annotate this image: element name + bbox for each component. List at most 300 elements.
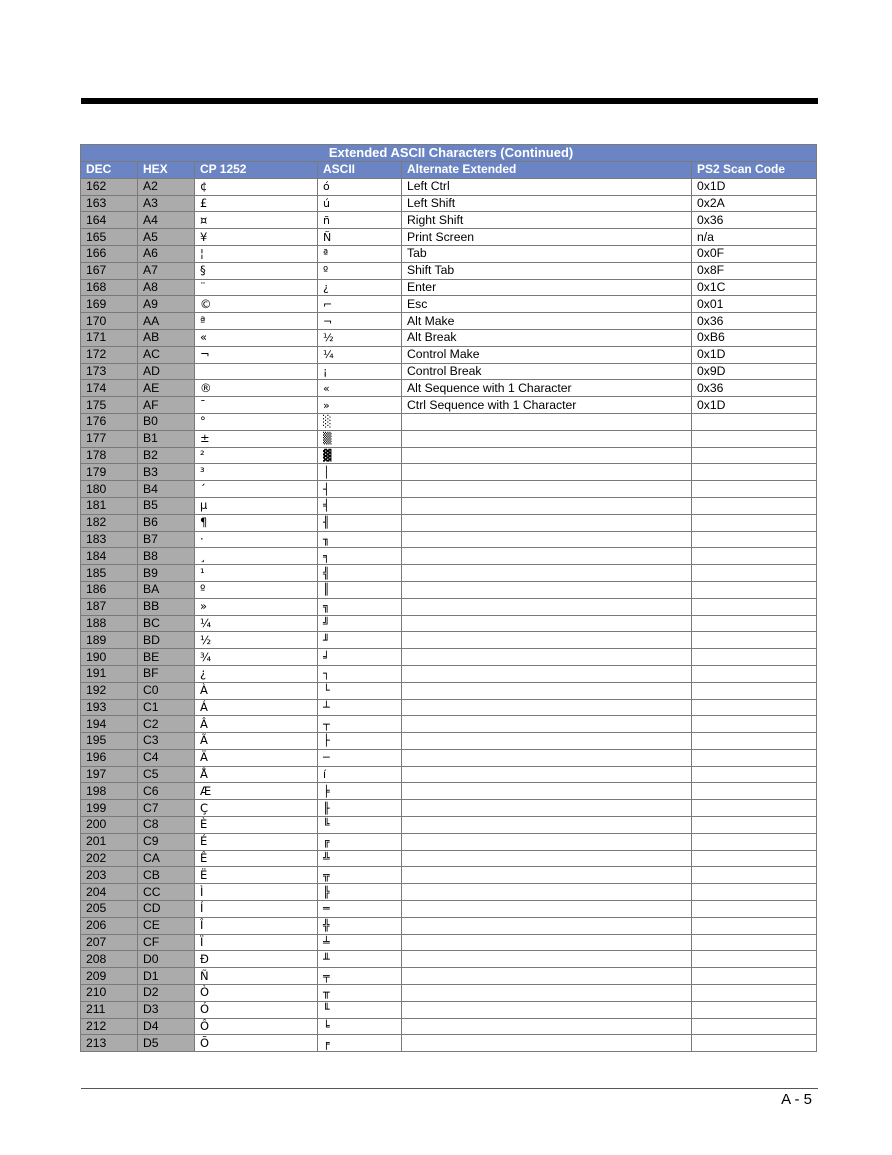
table-row <box>81 565 817 582</box>
dec-cell: 204 <box>81 884 138 901</box>
dec-cell: 175 <box>81 397 138 414</box>
ps2-scan-code-cell <box>692 985 817 1002</box>
table-row <box>81 363 817 380</box>
alternate-extended-cell <box>402 615 692 632</box>
table-row <box>81 346 817 363</box>
dec-cell: 201 <box>81 833 138 850</box>
hex-cell: A5 <box>138 229 195 246</box>
ascii-cell: ó <box>318 178 402 195</box>
ascii-cell: ┤ <box>318 481 402 498</box>
alternate-extended-cell: Ctrl Sequence with 1 Character <box>402 397 692 414</box>
hex-cell: AE <box>138 380 195 397</box>
cp1252-cell: ® <box>195 380 318 397</box>
table-row <box>81 296 817 313</box>
dec-cell: 163 <box>81 195 138 212</box>
ascii-cell: ╟ <box>318 800 402 817</box>
alternate-extended-cell <box>402 531 692 548</box>
dec-cell: 177 <box>81 430 138 447</box>
hex-cell: C7 <box>138 800 195 817</box>
cp1252-cell: Ä <box>195 749 318 766</box>
ascii-cell: ╖ <box>318 531 402 548</box>
hex-cell: D0 <box>138 951 195 968</box>
hex-cell: BF <box>138 665 195 682</box>
ascii-cell: ¿ <box>318 279 402 296</box>
cp1252-cell: Ð <box>195 951 318 968</box>
table-row <box>81 548 817 565</box>
ps2-scan-code-cell <box>692 1001 817 1018</box>
cp1252-cell: £ <box>195 195 318 212</box>
hex-cell: AF <box>138 397 195 414</box>
hex-cell: CF <box>138 934 195 951</box>
cp1252-cell: Õ <box>195 1035 318 1052</box>
hex-cell: CA <box>138 850 195 867</box>
cp1252-cell: Ã <box>195 733 318 750</box>
hex-cell: A2 <box>138 178 195 195</box>
dec-cell: 198 <box>81 783 138 800</box>
cp1252-cell: È <box>195 817 318 834</box>
ps2-scan-code-cell <box>692 649 817 666</box>
ascii-cell: ╧ <box>318 934 402 951</box>
ascii-cell: » <box>318 397 402 414</box>
cp1252-cell: ¶ <box>195 514 318 531</box>
alternate-extended-cell: Esc <box>402 296 692 313</box>
dec-cell: 189 <box>81 632 138 649</box>
alternate-extended-cell <box>402 783 692 800</box>
dec-cell: 187 <box>81 598 138 615</box>
extended-ascii-table <box>80 144 817 1052</box>
alternate-extended-cell: Right Shift <box>402 212 692 229</box>
ps2-scan-code-cell: 0x1D <box>692 178 817 195</box>
ascii-cell: ╩ <box>318 850 402 867</box>
ps2-scan-code-cell: 0x36 <box>692 212 817 229</box>
hex-cell: A6 <box>138 245 195 262</box>
table-row <box>81 430 817 447</box>
ps2-scan-code-cell <box>692 581 817 598</box>
alternate-extended-cell <box>402 632 692 649</box>
hex-cell: D4 <box>138 1018 195 1035</box>
alternate-extended-cell <box>402 1001 692 1018</box>
table-row <box>81 581 817 598</box>
cp1252-cell: ¸ <box>195 548 318 565</box>
ascii-cell: ╒ <box>318 1035 402 1052</box>
cp1252-cell: Ñ <box>195 968 318 985</box>
table-row <box>81 229 817 246</box>
hex-cell: C1 <box>138 699 195 716</box>
cp1252-cell: Î <box>195 917 318 934</box>
table-row <box>81 884 817 901</box>
hex-cell: B5 <box>138 497 195 514</box>
cp1252-cell: Á <box>195 699 318 716</box>
ps2-scan-code-cell <box>692 833 817 850</box>
table-row <box>81 649 817 666</box>
alternate-extended-cell: Left Ctrl <box>402 178 692 195</box>
cp1252-cell: « <box>195 329 318 346</box>
hex-cell: A8 <box>138 279 195 296</box>
dec-cell: 194 <box>81 716 138 733</box>
ps2-scan-code-cell <box>692 951 817 968</box>
dec-cell: 195 <box>81 733 138 750</box>
dec-cell: 191 <box>81 665 138 682</box>
table-row <box>81 665 817 682</box>
table-row <box>81 817 817 834</box>
table-row <box>81 413 817 430</box>
alternate-extended-cell <box>402 951 692 968</box>
dec-cell: 212 <box>81 1018 138 1035</box>
dec-cell: 173 <box>81 363 138 380</box>
ps2-scan-code-cell <box>692 464 817 481</box>
alternate-extended-cell: Enter <box>402 279 692 296</box>
ascii-cell: ╞ <box>318 783 402 800</box>
ascii-cell: ╔ <box>318 833 402 850</box>
hex-cell: CB <box>138 867 195 884</box>
ps2-scan-code-cell <box>692 749 817 766</box>
dec-cell: 208 <box>81 951 138 968</box>
table-row <box>81 951 817 968</box>
dec-cell: 178 <box>81 447 138 464</box>
cp1252-cell: ¿ <box>195 665 318 682</box>
ps2-scan-code-cell <box>692 1035 817 1052</box>
table-row <box>81 279 817 296</box>
ps2-scan-code-cell: 0x1D <box>692 397 817 414</box>
hex-cell: D3 <box>138 1001 195 1018</box>
ascii-cell: ░ <box>318 413 402 430</box>
ps2-scan-code-cell <box>692 1018 817 1035</box>
ps2-scan-code-cell: n/a <box>692 229 817 246</box>
ps2-scan-code-cell <box>692 817 817 834</box>
hex-cell: B8 <box>138 548 195 565</box>
dec-cell: 205 <box>81 901 138 918</box>
hex-cell: BB <box>138 598 195 615</box>
alternate-extended-cell <box>402 481 692 498</box>
alternate-extended-cell: Left Shift <box>402 195 692 212</box>
hex-cell: B0 <box>138 413 195 430</box>
ps2-scan-code-cell: 0x36 <box>692 313 817 330</box>
dec-cell: 192 <box>81 682 138 699</box>
ps2-scan-code-cell: 0x0F <box>692 245 817 262</box>
table-row <box>81 901 817 918</box>
table-row <box>81 985 817 1002</box>
alternate-extended-cell <box>402 464 692 481</box>
alternate-extended-cell <box>402 934 692 951</box>
cp1252-cell: © <box>195 296 318 313</box>
hex-cell: C0 <box>138 682 195 699</box>
cp1252-cell: Ê <box>195 850 318 867</box>
cp1252-cell: ¬ <box>195 346 318 363</box>
hex-cell: C8 <box>138 817 195 834</box>
table-row <box>81 531 817 548</box>
alternate-extended-cell <box>402 985 692 1002</box>
alternate-extended-cell <box>402 430 692 447</box>
table-row <box>81 514 817 531</box>
ps2-scan-code-cell <box>692 867 817 884</box>
alternate-extended-cell <box>402 850 692 867</box>
dec-cell: 176 <box>81 413 138 430</box>
hex-cell: A7 <box>138 262 195 279</box>
ps2-scan-code-cell <box>692 514 817 531</box>
alternate-extended-cell <box>402 833 692 850</box>
alternate-extended-cell <box>402 699 692 716</box>
dec-cell: 206 <box>81 917 138 934</box>
alternate-extended-cell <box>402 565 692 582</box>
alternate-extended-cell: Print Screen <box>402 229 692 246</box>
alternate-extended-cell <box>402 447 692 464</box>
alternate-extended-cell <box>402 1018 692 1035</box>
alternate-extended-cell <box>402 749 692 766</box>
ascii-cell: ╠ <box>318 884 402 901</box>
cp1252-cell: ¥ <box>195 229 318 246</box>
dec-cell: 199 <box>81 800 138 817</box>
ps2-scan-code-cell: 0x36 <box>692 380 817 397</box>
hex-cell: B3 <box>138 464 195 481</box>
hex-cell: C3 <box>138 733 195 750</box>
table-row <box>81 481 817 498</box>
dec-cell: 200 <box>81 817 138 834</box>
ascii-cell: ─ <box>318 749 402 766</box>
hex-cell: BE <box>138 649 195 666</box>
hex-cell: D2 <box>138 985 195 1002</box>
table-row <box>81 1001 817 1018</box>
ascii-cell: ⌐ <box>318 296 402 313</box>
hex-cell: D5 <box>138 1035 195 1052</box>
ascii-cell: ╢ <box>318 514 402 531</box>
header-rule <box>81 98 818 104</box>
table-row <box>81 850 817 867</box>
ps2-scan-code-cell <box>692 565 817 582</box>
ps2-scan-code-cell <box>692 481 817 498</box>
dec-cell: 174 <box>81 380 138 397</box>
ps2-scan-code-cell <box>692 632 817 649</box>
cp1252-cell: Å <box>195 766 318 783</box>
hex-cell: BA <box>138 581 195 598</box>
ps2-scan-code-cell <box>692 800 817 817</box>
dec-cell: 164 <box>81 212 138 229</box>
ascii-cell: ╣ <box>318 565 402 582</box>
table-row <box>81 833 817 850</box>
alternate-extended-cell <box>402 867 692 884</box>
ascii-cell: º <box>318 262 402 279</box>
table-row <box>81 195 817 212</box>
column-header-cp1252: CP 1252 <box>195 161 318 178</box>
cp1252-cell: Ò <box>195 985 318 1002</box>
dec-cell: 182 <box>81 514 138 531</box>
dec-cell: 196 <box>81 749 138 766</box>
table-row <box>81 800 817 817</box>
cp1252-cell: ² <box>195 447 318 464</box>
ascii-cell: ╡ <box>318 497 402 514</box>
table-row <box>81 380 817 397</box>
cp1252-cell: ´ <box>195 481 318 498</box>
ascii-cell: ╗ <box>318 598 402 615</box>
table-row <box>81 716 817 733</box>
column-header-row <box>81 161 817 178</box>
hex-cell: B4 <box>138 481 195 498</box>
cp1252-cell: ¯ <box>195 397 318 414</box>
ascii-cell: Ñ <box>318 229 402 246</box>
dec-cell: 203 <box>81 867 138 884</box>
alternate-extended-cell <box>402 497 692 514</box>
ascii-cell: ª <box>318 245 402 262</box>
ps2-scan-code-cell: 0x01 <box>692 296 817 313</box>
ascii-cell: ╕ <box>318 548 402 565</box>
alternate-extended-cell: Tab <box>402 245 692 262</box>
hex-cell: CD <box>138 901 195 918</box>
cp1252-cell <box>195 363 318 380</box>
ascii-cell: ╝ <box>318 615 402 632</box>
dec-cell: 202 <box>81 850 138 867</box>
ascii-cell: ├ <box>318 733 402 750</box>
alternate-extended-cell <box>402 682 692 699</box>
dec-cell: 172 <box>81 346 138 363</box>
alternate-extended-cell: Alt Sequence with 1 Character <box>402 380 692 397</box>
hex-cell: AC <box>138 346 195 363</box>
dec-cell: 193 <box>81 699 138 716</box>
cp1252-cell: ¢ <box>195 178 318 195</box>
ascii-cell: ▒ <box>318 430 402 447</box>
ascii-cell: ╤ <box>318 968 402 985</box>
dec-cell: 171 <box>81 329 138 346</box>
alternate-extended-cell: Alt Make <box>402 313 692 330</box>
table-row <box>81 464 817 481</box>
dec-cell: 167 <box>81 262 138 279</box>
page-number: A - 5 <box>781 1091 812 1108</box>
ascii-cell: ═ <box>318 901 402 918</box>
ps2-scan-code-cell <box>692 733 817 750</box>
cp1252-cell: ° <box>195 413 318 430</box>
table-body <box>81 178 817 1051</box>
ascii-cell: ╦ <box>318 867 402 884</box>
ps2-scan-code-cell: 0xB6 <box>692 329 817 346</box>
ascii-cell: ╙ <box>318 1001 402 1018</box>
column-header-ascii: ASCII <box>318 161 402 178</box>
hex-cell: C4 <box>138 749 195 766</box>
ascii-cell: ú <box>318 195 402 212</box>
hex-cell: AB <box>138 329 195 346</box>
ascii-cell: ▓ <box>318 447 402 464</box>
cp1252-cell: ¹ <box>195 565 318 582</box>
alternate-extended-cell <box>402 800 692 817</box>
ps2-scan-code-cell <box>692 430 817 447</box>
cp1252-cell: Ì <box>195 884 318 901</box>
hex-cell: C6 <box>138 783 195 800</box>
hex-cell: AA <box>138 313 195 330</box>
table-row <box>81 313 817 330</box>
alternate-extended-cell <box>402 649 692 666</box>
dec-cell: 180 <box>81 481 138 498</box>
table-row <box>81 934 817 951</box>
cp1252-cell: Ë <box>195 867 318 884</box>
ps2-scan-code-cell <box>692 615 817 632</box>
ascii-cell: ¡ <box>318 363 402 380</box>
dec-cell: 169 <box>81 296 138 313</box>
hex-cell: B2 <box>138 447 195 464</box>
alternate-extended-cell <box>402 665 692 682</box>
ascii-cell: ñ <box>318 212 402 229</box>
alternate-extended-cell <box>402 1035 692 1052</box>
table-row <box>81 749 817 766</box>
dec-cell: 190 <box>81 649 138 666</box>
dec-cell: 209 <box>81 968 138 985</box>
hex-cell: C5 <box>138 766 195 783</box>
table-row <box>81 245 817 262</box>
ps2-scan-code-cell: 0x8F <box>692 262 817 279</box>
table-row <box>81 497 817 514</box>
hex-cell: CC <box>138 884 195 901</box>
dec-cell: 181 <box>81 497 138 514</box>
table-row <box>81 682 817 699</box>
ps2-scan-code-cell <box>692 447 817 464</box>
dec-cell: 165 <box>81 229 138 246</box>
ascii-cell: ║ <box>318 581 402 598</box>
ps2-scan-code-cell <box>692 699 817 716</box>
hex-cell: B1 <box>138 430 195 447</box>
cp1252-cell: ¤ <box>195 212 318 229</box>
dec-cell: 211 <box>81 1001 138 1018</box>
ps2-scan-code-cell <box>692 665 817 682</box>
ps2-scan-code-cell <box>692 682 817 699</box>
cp1252-cell: Ó <box>195 1001 318 1018</box>
table-row <box>81 615 817 632</box>
table-row <box>81 867 817 884</box>
alternate-extended-cell <box>402 917 692 934</box>
ps2-scan-code-cell <box>692 850 817 867</box>
ascii-cell: ╬ <box>318 917 402 934</box>
ascii-cell: ┐ <box>318 665 402 682</box>
hex-cell: C2 <box>138 716 195 733</box>
table-row <box>81 397 817 414</box>
ascii-cell: ¼ <box>318 346 402 363</box>
ascii-cell: ╜ <box>318 632 402 649</box>
alternate-extended-cell <box>402 548 692 565</box>
ps2-scan-code-cell <box>692 901 817 918</box>
cp1252-cell: É <box>195 833 318 850</box>
hex-cell: AD <box>138 363 195 380</box>
hex-cell: A3 <box>138 195 195 212</box>
alternate-extended-cell <box>402 581 692 598</box>
ps2-scan-code-cell <box>692 968 817 985</box>
hex-cell: A9 <box>138 296 195 313</box>
alternate-extended-cell <box>402 817 692 834</box>
hex-cell: BC <box>138 615 195 632</box>
dec-cell: 185 <box>81 565 138 582</box>
cp1252-cell: Â <box>195 716 318 733</box>
hex-cell: B9 <box>138 565 195 582</box>
alternate-extended-cell: Alt Break <box>402 329 692 346</box>
ps2-scan-code-cell <box>692 716 817 733</box>
ascii-cell: ╘ <box>318 1018 402 1035</box>
ps2-scan-code-cell <box>692 598 817 615</box>
table-row <box>81 329 817 346</box>
cp1252-cell: Ï <box>195 934 318 951</box>
ps2-scan-code-cell: 0x9D <box>692 363 817 380</box>
cp1252-cell: Í <box>195 901 318 918</box>
cp1252-cell: µ <box>195 497 318 514</box>
hex-cell: B6 <box>138 514 195 531</box>
ascii-cell: « <box>318 380 402 397</box>
cp1252-cell: Æ <box>195 783 318 800</box>
cp1252-cell: ¼ <box>195 615 318 632</box>
ps2-scan-code-cell <box>692 413 817 430</box>
dec-cell: 168 <box>81 279 138 296</box>
dec-cell: 188 <box>81 615 138 632</box>
table-row <box>81 212 817 229</box>
table-row <box>81 632 817 649</box>
cp1252-cell: ½ <box>195 632 318 649</box>
ascii-cell: ╚ <box>318 817 402 834</box>
ps2-scan-code-cell <box>692 934 817 951</box>
ascii-cell: ┬ <box>318 716 402 733</box>
alternate-extended-cell <box>402 884 692 901</box>
alternate-extended-cell: Control Make <box>402 346 692 363</box>
